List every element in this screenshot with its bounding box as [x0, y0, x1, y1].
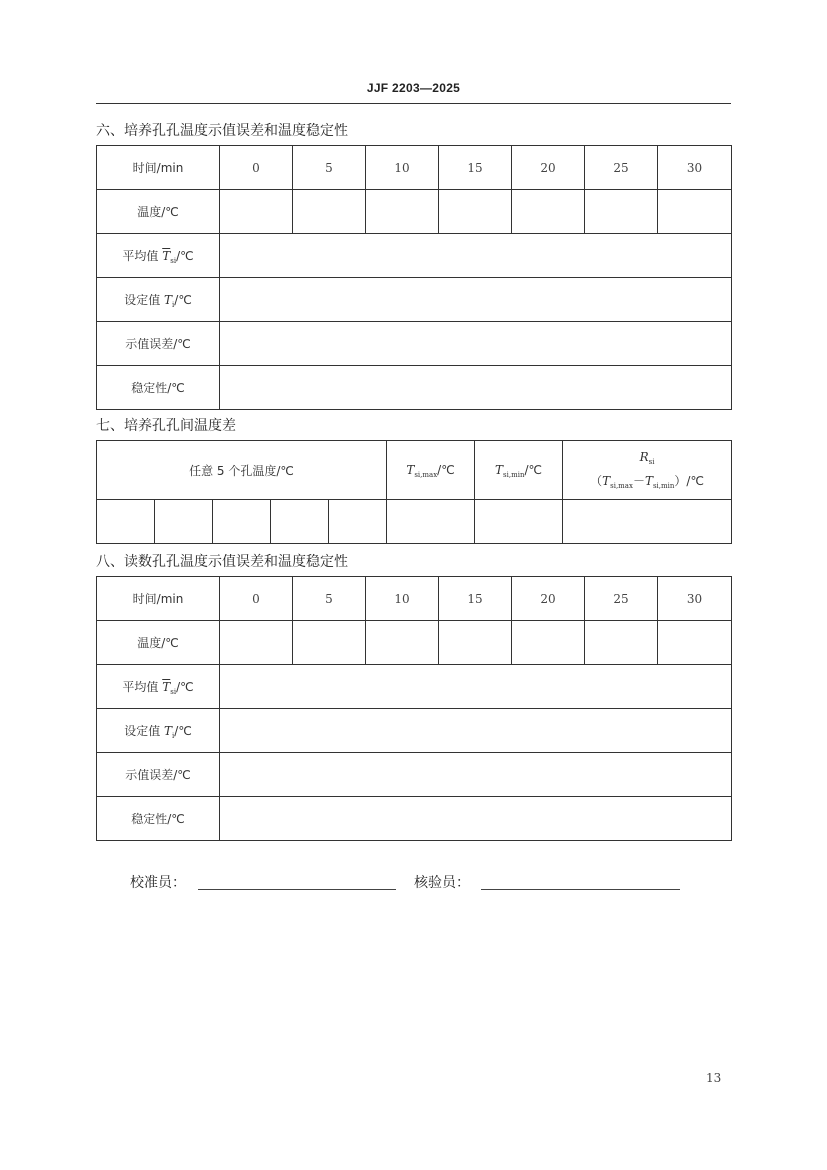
average-symbol: $\overline{T}$: [162, 249, 171, 263]
tmax-subscript: si,max: [414, 471, 438, 479]
tmax-symbol: T: [406, 463, 415, 477]
time-value: 20: [512, 146, 585, 190]
range-open: （: [590, 474, 603, 488]
setpoint-subscript: i: [172, 301, 175, 309]
setpoint-symbol: T: [164, 724, 173, 738]
tmax-cell[interactable]: [387, 500, 475, 544]
time-label: 时间/min: [97, 146, 220, 190]
temperature-cell[interactable]: [220, 621, 293, 665]
indication-error-label: 示值误差/℃: [97, 753, 220, 797]
tmax-suffix: /℃: [437, 463, 455, 477]
average-subscript: si: [170, 257, 177, 265]
tmin-suffix: /℃: [524, 463, 543, 477]
stability-row: [97, 366, 732, 410]
temperature-cell[interactable]: [439, 190, 512, 234]
average-label: [97, 234, 220, 278]
average-suffix: /℃: [176, 680, 194, 694]
temperature-cell[interactable]: [512, 621, 585, 665]
section7-table: [96, 440, 732, 544]
calibrator-signature-line[interactable]: [198, 889, 396, 890]
temperature-label: 温度/℃: [97, 621, 220, 665]
hole-temperature-cell[interactable]: [329, 500, 387, 544]
tmin-subscript: si,min: [503, 471, 525, 479]
temperature-cell[interactable]: [512, 190, 585, 234]
time-value: 10: [366, 146, 439, 190]
average-prefix: 平均值: [122, 249, 163, 263]
indication-error-label: 示值误差/℃: [97, 322, 220, 366]
average-label: [97, 665, 220, 709]
section8-title: 八、读数孔孔温度示值误差和温度稳定性: [96, 554, 348, 570]
range-t1-sub: si,max: [610, 482, 633, 490]
header-rule: [96, 103, 731, 104]
tmax-header: [387, 441, 475, 500]
temperature-label: 温度/℃: [97, 190, 220, 234]
temperature-row: [97, 621, 732, 665]
time-value: 15: [439, 577, 512, 621]
section7-title: 七、培养孔孔间温度差: [96, 418, 236, 434]
range-t1: T: [602, 474, 611, 488]
setpoint-label: [97, 278, 220, 322]
time-label: 时间/min: [97, 577, 220, 621]
temperature-cell[interactable]: [366, 190, 439, 234]
temperature-cell[interactable]: [439, 621, 512, 665]
setpoint-subscript: i: [172, 732, 175, 740]
hole-temperature-cell[interactable]: [213, 500, 271, 544]
temperature-cell[interactable]: [293, 190, 366, 234]
setpoint-label: [97, 709, 220, 753]
time-value: 0: [220, 146, 293, 190]
temperature-cell[interactable]: [658, 621, 732, 665]
error-row: [97, 322, 732, 366]
time-value: 5: [293, 577, 366, 621]
range-cell[interactable]: [563, 500, 732, 544]
time-value: 30: [658, 577, 732, 621]
setpoint-suffix: /℃: [174, 724, 192, 738]
average-symbol: $\overline{T}$: [162, 680, 171, 694]
temperature-cell[interactable]: [220, 190, 293, 234]
setpoint-suffix: /℃: [174, 293, 192, 307]
range-t2-sub: si,min: [652, 482, 675, 490]
time-row: [97, 577, 732, 621]
stability-cell[interactable]: [220, 366, 732, 410]
error-row: [97, 753, 732, 797]
temperature-cell[interactable]: [585, 621, 658, 665]
verifier-label: 核验员：: [414, 875, 470, 891]
setpoint-prefix: 设定值: [124, 293, 165, 307]
time-value: 25: [585, 577, 658, 621]
time-value: 0: [220, 577, 293, 621]
range-subscript: si: [648, 458, 655, 466]
average-prefix: 平均值: [122, 680, 163, 694]
time-row: [97, 146, 732, 190]
time-value: 15: [439, 146, 512, 190]
time-value: 30: [658, 146, 732, 190]
hole-temperature-cell[interactable]: [271, 500, 329, 544]
temperature-row: [97, 190, 732, 234]
time-value: 5: [293, 146, 366, 190]
average-suffix: /℃: [176, 249, 194, 263]
tmin-cell[interactable]: [475, 500, 563, 544]
setpoint-row: [97, 278, 732, 322]
any-five-holes-label: 任意 5 个孔温度/℃: [97, 441, 387, 500]
temperature-cell[interactable]: [585, 190, 658, 234]
average-subscript: si: [170, 688, 177, 696]
setpoint-prefix: 设定值: [124, 724, 165, 738]
section7-data-row: [97, 500, 732, 544]
standard-code-header: JJF 2203—2025: [366, 81, 461, 95]
indication-error-cell[interactable]: [220, 753, 732, 797]
stability-row: [97, 797, 732, 841]
section6-title: 六、培养孔孔温度示值误差和温度稳定性: [96, 123, 348, 139]
range-header: [563, 441, 732, 500]
setpoint-row: [97, 709, 732, 753]
temperature-cell[interactable]: [293, 621, 366, 665]
tmin-header: [475, 441, 563, 500]
page-number: 13: [706, 1071, 722, 1085]
setpoint-value-cell[interactable]: [220, 278, 732, 322]
average-value-cell[interactable]: [220, 665, 732, 709]
range-t2: T: [644, 474, 653, 488]
time-value: 10: [366, 577, 439, 621]
stability-cell[interactable]: [220, 797, 732, 841]
indication-error-cell[interactable]: [220, 322, 732, 366]
section8-table: [96, 576, 732, 841]
hole-temperature-cell[interactable]: [155, 500, 213, 544]
calibrator-label: 校准员：: [130, 875, 186, 891]
temperature-cell[interactable]: [366, 621, 439, 665]
average-row: [97, 665, 732, 709]
stability-label: 稳定性/℃: [97, 366, 220, 410]
range-symbol: R: [639, 450, 649, 464]
setpoint-value-cell[interactable]: [220, 709, 732, 753]
time-value: 25: [585, 146, 658, 190]
range-formula-line: [563, 470, 731, 494]
time-value: 20: [512, 577, 585, 621]
tmin-symbol: T: [495, 463, 504, 477]
range-symbol-line: [563, 446, 731, 470]
section7-header-row: [97, 441, 732, 500]
setpoint-symbol: T: [164, 293, 173, 307]
section6-table: [96, 145, 732, 410]
range-minus: －: [632, 474, 645, 488]
average-value-cell[interactable]: [220, 234, 732, 278]
hole-temperature-cell[interactable]: [97, 500, 155, 544]
verifier-signature-line[interactable]: [481, 889, 680, 890]
stability-label: 稳定性/℃: [97, 797, 220, 841]
average-row: [97, 234, 732, 278]
range-close: ）/℃: [674, 474, 704, 488]
temperature-cell[interactable]: [658, 190, 732, 234]
